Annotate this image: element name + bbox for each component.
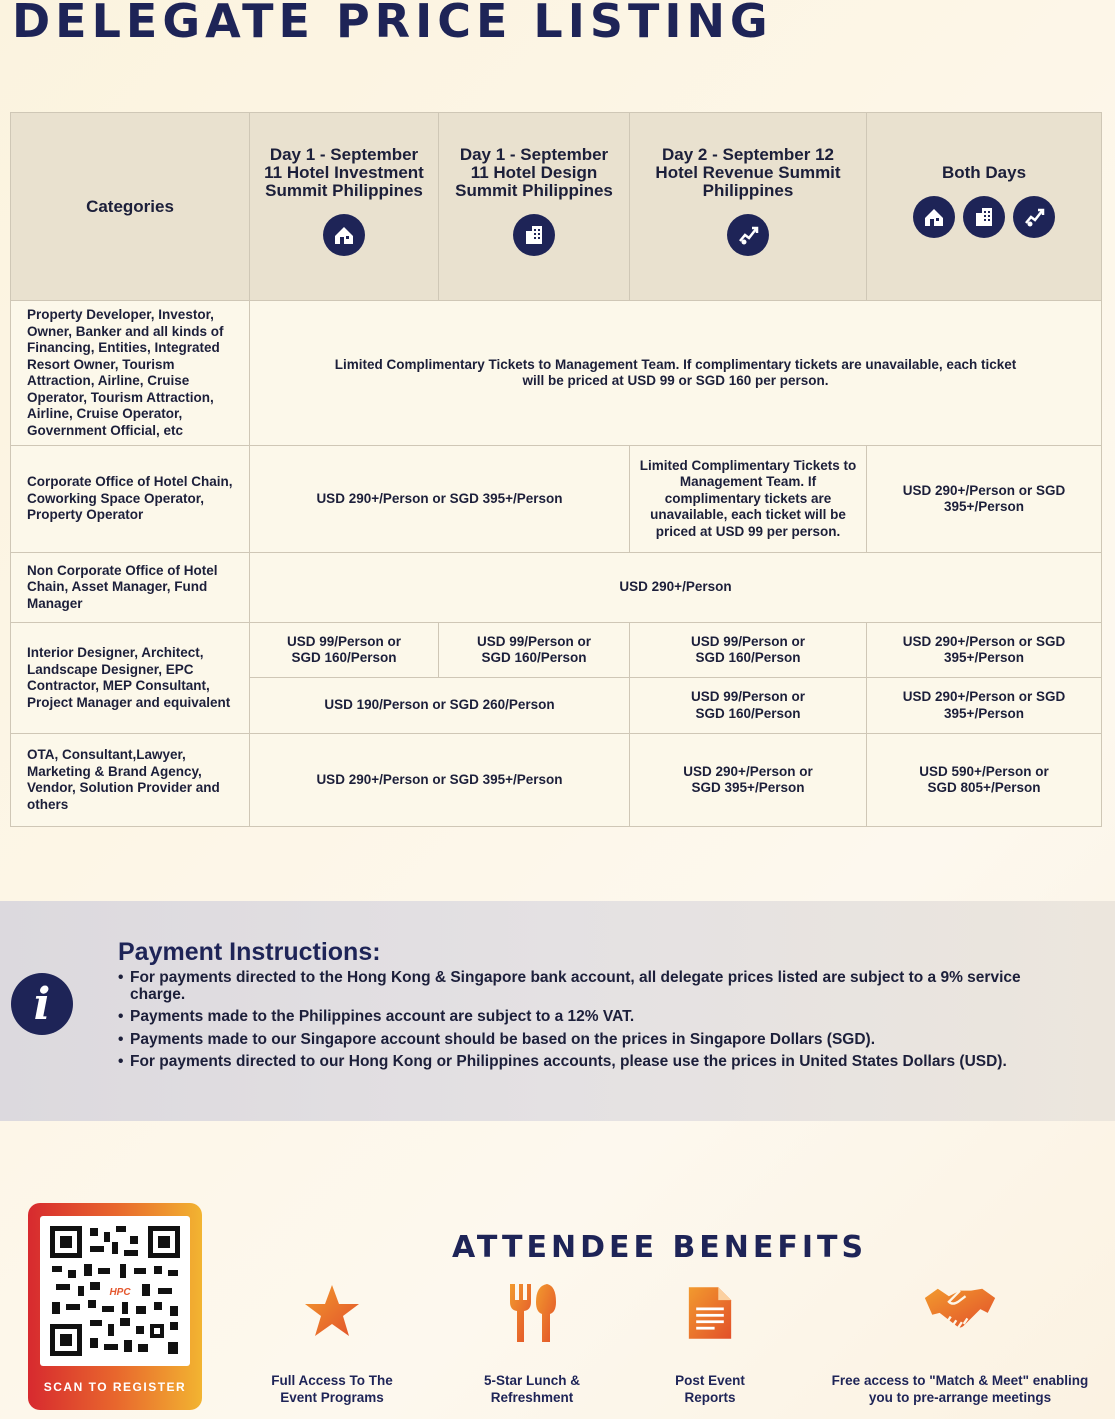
payment-item: • Payments made to our Singapore account should be based on the prices in Singapore Dollars (SGD). [118, 1032, 1048, 1049]
payment-item: • For payments directed to our Hong Kong or Philippines accounts, please use the prices in United States Dollars (USD). [118, 1054, 1048, 1071]
col-header-investment-label: Day 1 - September 11 Hotel Investment Summit Philippines [264, 144, 424, 200]
payment-title: Payment Instructions: [118, 938, 381, 966]
price-table [10, 112, 1102, 827]
category-cell: Property Developer, Investor, Owner, Banker and all kinds of Financing, Entities, Integrated Resort Owner, Tourism Attraction, Airline, Cruise Operator, Tourism Attraction, Airline, Cruise Operator, Government Official, etc [11, 301, 250, 446]
benefits-title: ATTENDEE BENEFITS [452, 1230, 868, 1265]
categories-header: Categories [11, 113, 250, 301]
price-cell [630, 678, 867, 734]
price-cell-text: USD 590+/Person or SGD 805+/Person [919, 763, 1049, 795]
table-row [11, 553, 1102, 623]
table-row [11, 623, 1102, 678]
price-cell-text: USD 290+/Person or SGD 395+/Person [902, 633, 1066, 665]
qr-logo-text: HPC [109, 1287, 131, 1298]
table-row [11, 301, 1102, 446]
benefit-label: Full Access To The Event Programs [271, 1373, 393, 1405]
category-cell: Corporate Office of Hotel Chain, Coworking Space Operator, Property Operator [11, 446, 250, 553]
qr-code-icon [50, 1226, 180, 1356]
price-cell-text: USD 290+/Person or SGD 395+/Person [902, 482, 1066, 514]
price-cell: USD 190/Person or SGD 260/Person [250, 678, 630, 734]
price-cell [250, 301, 1102, 446]
benefit-label: 5-Star Lunch & Refreshment [483, 1373, 580, 1405]
price-cell: USD 290+/Person [250, 553, 1102, 623]
benefit-item [650, 1284, 770, 1406]
fork-spoon-icon [502, 1282, 562, 1344]
price-cell [867, 678, 1102, 734]
payment-list [118, 970, 1048, 1077]
payment-item: • For payments directed to the Hong Kong & Singapore bank account, all delegate prices listed are subject to a 9% service charge. [118, 970, 1048, 1003]
handshake-icon [923, 1284, 997, 1338]
table-row [11, 734, 1102, 827]
col-header-design-label: Day 1 - September 11 Hotel Design Summit Philippines [455, 144, 613, 200]
col-header-both-days-label: Both Days [941, 162, 1027, 182]
col-header-design [439, 113, 630, 301]
price-cell [867, 446, 1102, 553]
price-cell [250, 623, 439, 678]
benefit-label: Post Event Reports [675, 1373, 745, 1405]
category-cell: OTA, Consultant,Lawyer, Marketing & Brand Agency, Vendor, Solution Provider and others [11, 734, 250, 827]
price-cell [867, 734, 1102, 827]
price-cell-text: USD 99/Person or SGD 160/Person [286, 633, 402, 665]
payment-item: • Payments made to the Philippines account are subject to a 12% VAT. [118, 1009, 1048, 1026]
qr-register-card[interactable] [28, 1203, 202, 1410]
col-header-investment [250, 113, 439, 301]
col-header-both-days [867, 113, 1102, 301]
col-header-revenue [630, 113, 867, 301]
price-cell-text: USD 290+/Person or SGD 395+/Person [683, 763, 813, 795]
price-cell: USD 290+/Person or SGD 395+/Person [250, 734, 630, 827]
building-icon [513, 214, 555, 256]
building-icon [963, 196, 1005, 238]
price-cell-text: USD 99/Person or SGD 160/Person [690, 633, 806, 665]
price-cell [439, 623, 630, 678]
info-icon: i [11, 973, 73, 1035]
benefit-item [252, 1282, 412, 1406]
benefit-item [820, 1284, 1100, 1406]
revenue-growth-icon [727, 214, 769, 256]
price-cell-text: USD 99/Person or SGD 160/Person [476, 633, 592, 665]
house-icon [323, 214, 365, 256]
benefit-label: Free access to "Match & Meet" enabling you to pre-arrange meetings [831, 1373, 1089, 1405]
price-cell [867, 623, 1102, 678]
table-row [11, 446, 1102, 553]
price-cell-text: Limited Complimentary Tickets to Management Team. If complimentary tickets are unavailable, each ticket will be priced at USD 99 or SGD 160 per person. [334, 356, 1017, 388]
price-cell [630, 623, 867, 678]
house-icon [913, 196, 955, 238]
document-icon [687, 1284, 733, 1342]
table-header-row [11, 113, 1102, 301]
star-icon [302, 1282, 362, 1342]
price-cell-text: USD 290+/Person or SGD 395+/Person [902, 689, 1066, 721]
page-title: DELEGATE PRICE LISTING [12, 0, 773, 48]
revenue-growth-icon [1013, 196, 1055, 238]
price-cell: Limited Complimentary Tickets to Management Team. If complimentary tickets are unavailable, each ticket will be priced at USD 99 per person. [630, 446, 867, 553]
qr-code[interactable] [40, 1216, 190, 1366]
price-cell-text: USD 99/Person or SGD 160/Person [690, 689, 806, 721]
benefit-item [462, 1282, 602, 1406]
category-cell: Non Corporate Office of Hotel Chain, Asset Manager, Fund Manager [11, 553, 250, 623]
col-header-revenue-label: Day 2 - September 12 Hotel Revenue Summit Philippines [655, 144, 841, 200]
category-cell: Interior Designer, Architect, Landscape Designer, EPC Contractor, MEP Consultant, Project Manager and equivalent [11, 623, 250, 734]
price-cell: USD 290+/Person or SGD 395+/Person [250, 446, 630, 553]
scan-to-register-label[interactable]: SCAN TO REGISTER [43, 1380, 187, 1394]
price-cell [630, 734, 867, 827]
